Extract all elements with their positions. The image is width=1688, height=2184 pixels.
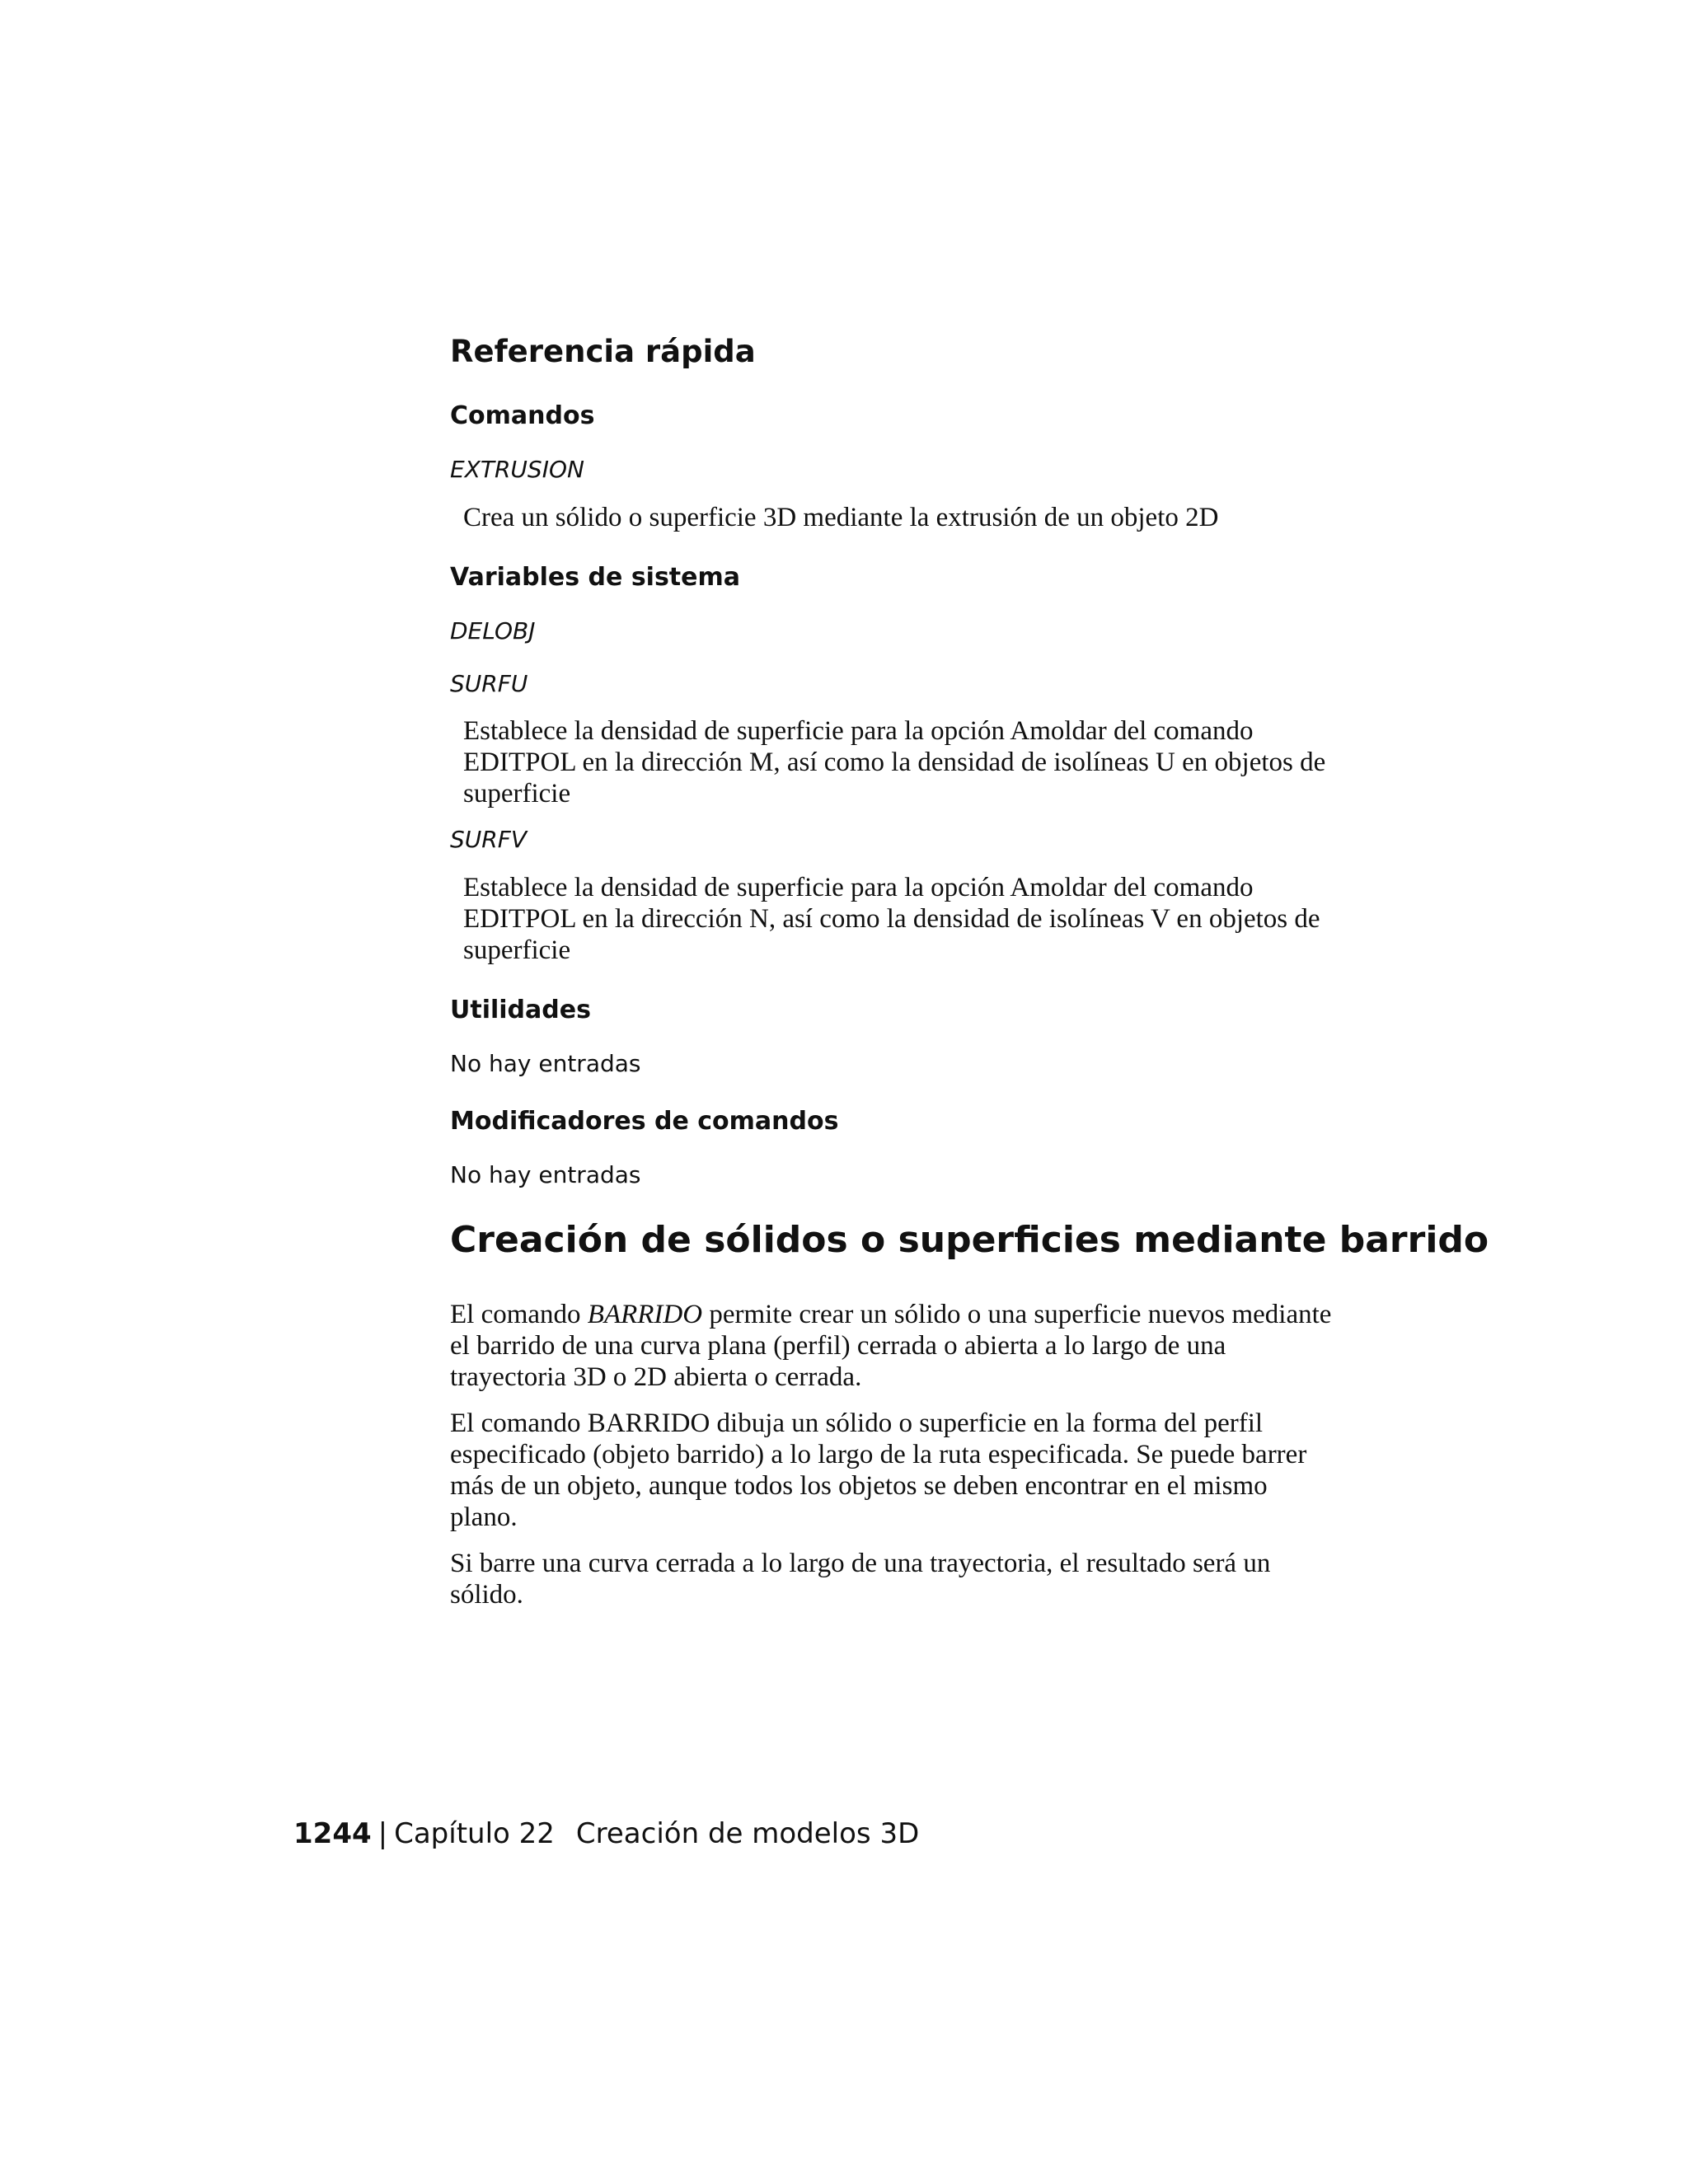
variable-delobj-term: DELOBJ: [450, 616, 536, 644]
command-modifiers-heading: Modificadores de comandos: [450, 1107, 839, 1137]
section-title: Creación de sólidos o superficies mediante barrido: [450, 1218, 1489, 1261]
commands-heading: Comandos: [450, 401, 595, 431]
paragraph-1-end: permite crear un sólido o una superficie nuevos mediante el barrido de una curva plana (perfil) cerrada o abierta a lo largo de una trayectoria 3D o 2D abierta o cerrada.: [450, 1299, 1332, 1392]
page-footer: [293, 1817, 919, 1851]
system-variables-heading: Variables de sistema: [450, 562, 741, 592]
paragraph-1-start: El comando: [450, 1299, 588, 1329]
variable-surfv-term: SURFV: [450, 826, 527, 854]
section-paragraph-1: [450, 1299, 1332, 1393]
utilities-text: No hay entradas: [450, 1049, 641, 1077]
section-paragraph-2: El comando BARRIDO dibuja un sólido o superficie en la forma del perfil especificado (objeto barrido) a lo largo de la ruta especificada. Se puede barrer más de un objeto, aunque todos los objetos se deben encontrar en el mismo plano.: [450, 1408, 1307, 1532]
barrido-command-emphasis: BARRIDO: [587, 1299, 703, 1329]
footer-chapter-title: Creación de modelos 3D: [575, 1817, 920, 1850]
command-extrusion-term: EXTRUSION: [450, 456, 584, 484]
footer-chapter: Capítulo 22: [394, 1817, 555, 1850]
variable-surfv-description: Establece la densidad de superficie para la opción Amoldar del comando EDITPOL en la dirección N, así como la densidad de isolíneas V en objetos de superficie: [463, 872, 1320, 965]
page-content: [450, 334, 1489, 1625]
quick-reference-heading: Referencia rápida: [450, 334, 756, 369]
command-extrusion-description: Crea un sólido o superficie 3D mediante la extrusión de un objeto 2D: [463, 502, 1219, 532]
footer-separator: |: [377, 1817, 388, 1850]
section-paragraph-3: Si barre una curva cerrada a lo largo de una trayectoria, el resultado será un sólido.: [450, 1548, 1271, 1610]
variable-surfu-description: Establece la densidad de superficie para la opción Amoldar del comando EDITPOL en la dirección M, así como la densidad de isolíneas U en objetos de superficie: [463, 716, 1326, 809]
command-modifiers-text: No hay entradas: [450, 1161, 641, 1189]
variable-surfu-term: SURFU: [450, 669, 528, 697]
page-number: 1244: [293, 1817, 372, 1850]
utilities-heading: Utilidades: [450, 995, 591, 1024]
